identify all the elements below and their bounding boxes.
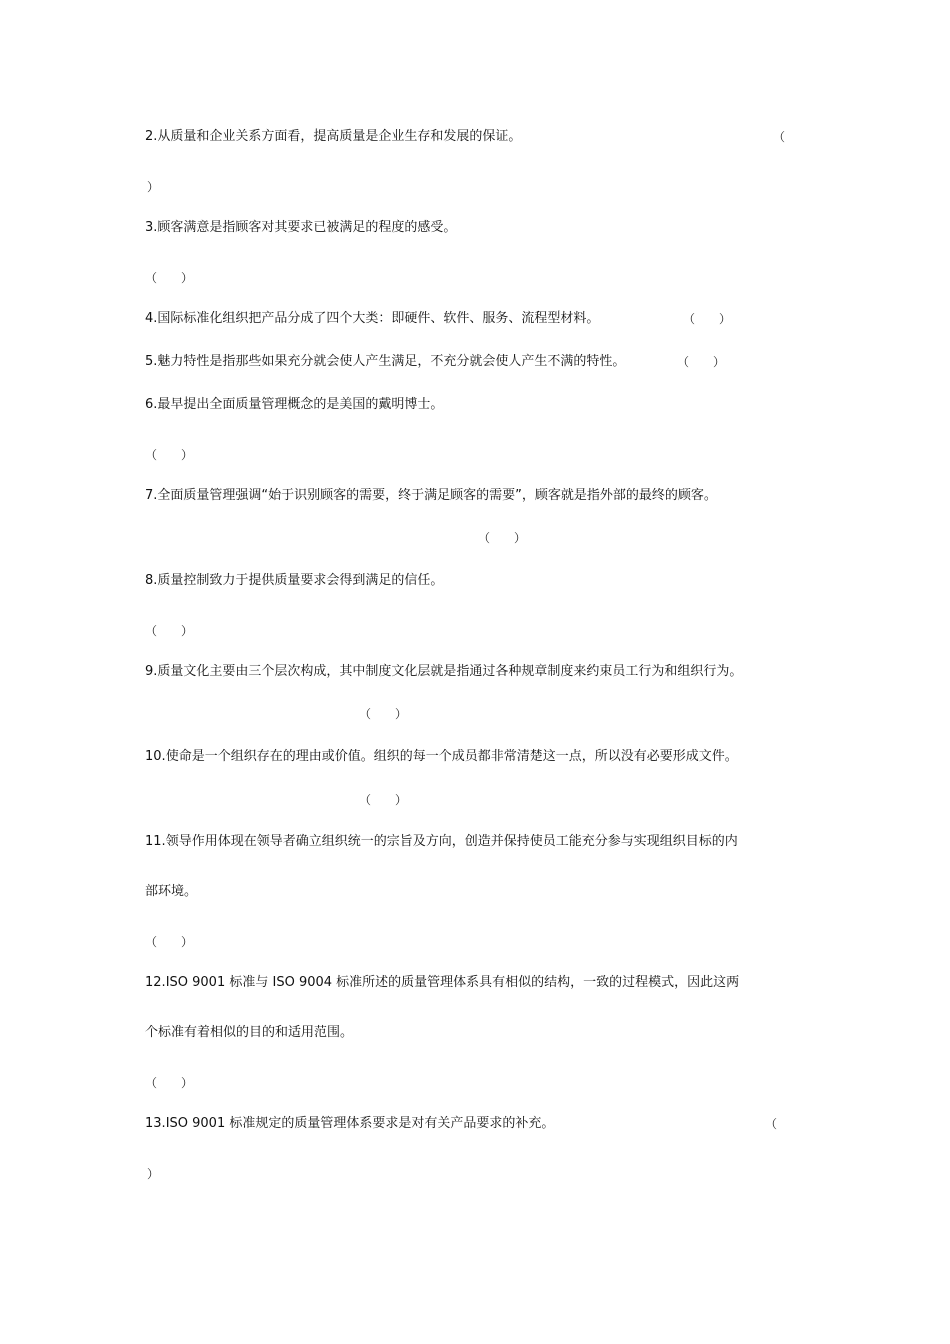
answer-paren: （ ） xyxy=(359,793,408,807)
answer-paren: （ ） xyxy=(145,624,194,638)
question-5 xyxy=(145,354,625,370)
question-number: 10. xyxy=(145,749,166,764)
question-text: 领导作用体现在领导者确立组织统一的宗旨及方向，创造并保持使员工能充分参与实现组织目标的内 xyxy=(165,834,738,849)
question-11 xyxy=(145,834,738,850)
question-number: 5. xyxy=(145,354,158,369)
question-text: 国际标准化组织把产品分成了四个大类：即硬件、软件、服务、流程型材料。 xyxy=(157,311,600,326)
answer-paren-open: （ xyxy=(773,130,786,144)
question-3 xyxy=(145,220,456,236)
answer-paren: （ ） xyxy=(677,355,726,369)
question-text: 质量控制致力于提供质量要求会得到满足的信任。 xyxy=(157,573,444,588)
question-number: 8. xyxy=(145,573,158,588)
question-2 xyxy=(145,129,521,145)
question-4 xyxy=(145,311,599,327)
answer-paren: （ ） xyxy=(145,271,194,285)
question-12 xyxy=(145,975,739,991)
question-6 xyxy=(145,397,443,413)
answer-paren: （ ） xyxy=(683,312,732,326)
question-text: 从质量和企业关系方面看，提高质量是企业生存和发展的保证。 xyxy=(157,129,522,144)
answer-paren-open: （ xyxy=(765,1117,778,1131)
question-12-continuation: 个标准有着相似的目的和适用范围。 xyxy=(145,1025,354,1040)
question-number: 2. xyxy=(145,129,158,144)
question-11-continuation: 部环境。 xyxy=(145,884,198,899)
answer-paren: （ ） xyxy=(145,935,194,949)
question-13 xyxy=(145,1116,554,1132)
question-text: ISO 9001 标准规定的质量管理体系要求是对有关产品要求的补充。 xyxy=(165,1116,555,1131)
answer-paren: （ ） xyxy=(145,448,194,462)
answer-paren: （ ） xyxy=(359,707,408,721)
question-text: 魅力特性是指那些如果充分就会使人产生满足，不充分就会使人产生不满的特性。 xyxy=(157,354,626,369)
question-7 xyxy=(145,488,717,504)
question-number: 6. xyxy=(145,397,158,412)
answer-paren: （ ） xyxy=(478,531,527,545)
question-number: 3. xyxy=(145,220,158,235)
question-text: 使命是一个组织存在的理由或价值。组织的每一个成员都非常清楚这一点，所以没有必要形成文件。 xyxy=(165,749,738,764)
question-text: 全面质量管理强调“始于识别顾客的需要，终于满足顾客的需要”，顾客就是指外部的最终的顾客。 xyxy=(157,488,717,503)
question-8 xyxy=(145,573,443,589)
question-text: 最早提出全面质量管理概念的是美国的戴明博士。 xyxy=(157,397,444,412)
question-number: 4. xyxy=(145,311,158,326)
answer-paren-close: ） xyxy=(147,1167,160,1181)
question-number: 12. xyxy=(145,975,166,990)
question-number: 7. xyxy=(145,488,158,503)
question-9 xyxy=(145,664,742,680)
question-number: 9. xyxy=(145,664,158,679)
question-text: ISO 9001 标准与 ISO 9004 标准所述的质量管理体系具有相似的结构，一致的过程模式，因此这两 xyxy=(165,975,740,990)
answer-paren-close: ） xyxy=(147,180,160,194)
question-text: 顾客满意是指顾客对其要求已被满足的程度的感受。 xyxy=(157,220,457,235)
answer-paren: （ ） xyxy=(145,1076,194,1090)
question-10 xyxy=(145,749,738,765)
question-number: 13. xyxy=(145,1116,166,1131)
question-text: 质量文化主要由三个层次构成，其中制度文化层就是指通过各种规章制度来约束员工行为和组织行为。 xyxy=(157,664,743,679)
question-number: 11. xyxy=(145,834,166,849)
